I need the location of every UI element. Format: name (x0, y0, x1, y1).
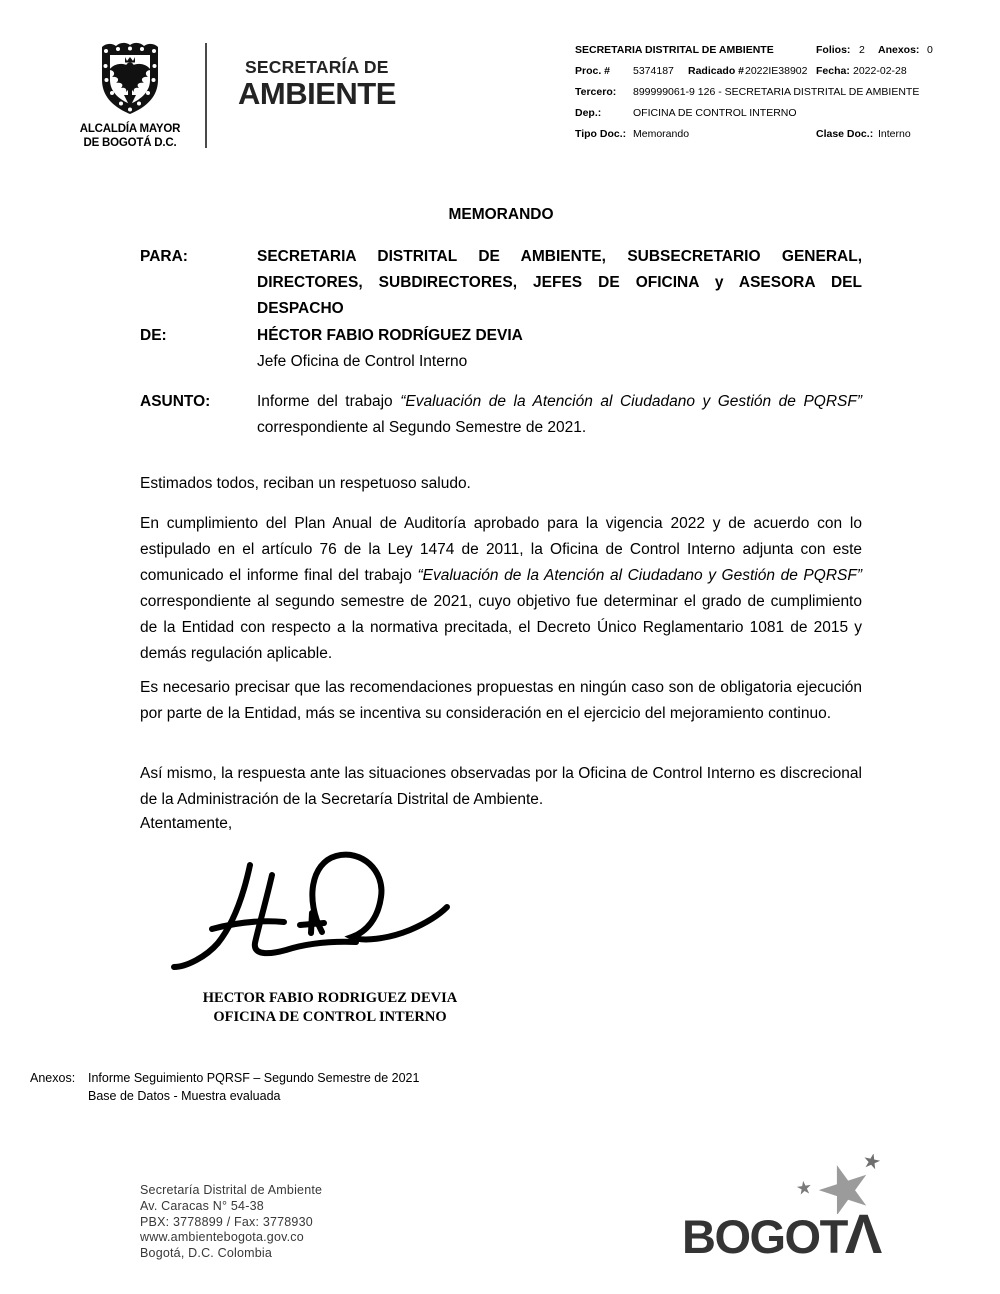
address-line-website: www.ambientebogota.gov.co (140, 1230, 304, 1245)
radicado-label: Radicado # (688, 65, 745, 77)
anexos-section (30, 1070, 419, 1105)
signature-block (150, 989, 510, 1027)
address-line-city: Bogotá, D.C. Colombia (140, 1246, 273, 1261)
bogota-text: BOGOT (682, 1210, 847, 1263)
p2-pre: En cumplimiento del Plan Anual de Auditoría aprobado para la vigencia 2022 y de acuerdo con lo estipulado en el artículo 76 de la Ley 1474 de 2011, la Oficina de Control Interno adjunta con este comunicado el informe final del trabajo (140, 515, 862, 584)
de-content (257, 323, 862, 375)
handwritten-signature (170, 845, 450, 985)
clase-doc-label: Clase Doc.: (816, 128, 874, 140)
alcaldia-label-line2: DE BOGOTÁ D.C. (83, 137, 177, 149)
paragraph-compliance (140, 511, 862, 667)
asunto-post: correspondiente al Segundo Semestre de 2021. (257, 419, 587, 436)
tercero-label: Tercero: (575, 86, 617, 98)
asunto-label: ASUNTO: (140, 393, 211, 410)
bogota-city-logo (676, 1152, 896, 1264)
alcaldia-label-line1: ALCALDÍA MAYOR (79, 123, 181, 135)
fecha-value: 2022-02-28 (853, 65, 907, 77)
para-label: PARA: (140, 248, 188, 265)
de-row (140, 323, 862, 375)
tipo-doc-value: Memorando (633, 128, 690, 140)
anexos-label: Anexos: (30, 1071, 76, 1085)
para-recipients: SECRETARIA DISTRITAL DE AMBIENTE, SUBSECRETARIO GENERAL, DIRECTORES, SUBDIRECTORES, JEFES DE OFICINA y ASESORA DEL DESPACHO (257, 248, 862, 317)
logo-divider (205, 43, 207, 148)
asunto-pre: Informe del trabajo (257, 393, 401, 410)
signer-office: OFICINA DE CONTROL INTERNO (213, 1009, 447, 1025)
anexos-list (88, 1070, 419, 1105)
bogota-wordmark (682, 1202, 883, 1265)
proc-value: 5374187 (633, 65, 674, 77)
radicado-header (575, 38, 985, 142)
secretaria-line2: AMBIENTE (238, 76, 396, 111)
paragraph-recommendations: Es necesario precisar que las recomendaciones propuestas en ningún caso son de obligatoria ejecución por parte de la Entidad, más se incentiva su consideración en el ejercicio del mejoramiento continuo. (140, 679, 862, 722)
asunto-content (257, 389, 862, 441)
p2-quoted-title: “Evaluación de la Atención al Ciudadano y Gestión de PQRSF” (417, 567, 862, 584)
entity-title: SECRETARIA DISTRITAL DE AMBIENTE (575, 44, 774, 56)
alcaldia-logo (66, 40, 194, 150)
proc-label: Proc. # (575, 65, 611, 77)
para-row (140, 244, 862, 322)
signature-stroke-icon (170, 845, 450, 985)
footer-address (140, 1183, 322, 1262)
anexo-item-1: Informe Seguimiento PQRSF – Segundo Semestre de 2021 (88, 1071, 420, 1085)
radicado-value: 2022IE38902 (745, 65, 808, 77)
de-label: DE: (140, 327, 167, 344)
bogota-crest-icon (98, 40, 162, 118)
memo-title: MEMORANDO (448, 206, 554, 223)
tercero-value: 899999061-9 126 - SECRETARIA DISTRITAL DE AMBIENTE (633, 86, 920, 98)
bogota-lambda-glyph: Λ (844, 1202, 883, 1265)
closing-salutation: Atentamente, (140, 815, 233, 832)
signer-name: HECTOR FABIO RODRIGUEZ DEVIA (202, 990, 458, 1006)
fecha-label: Fecha: (816, 65, 850, 77)
sender-role: Jefe Oficina de Control Interno (257, 353, 468, 370)
sender-name: HÉCTOR FABIO RODRÍGUEZ DEVIA (257, 327, 523, 344)
address-line-phone: PBX: 3778899 / Fax: 3778930 (140, 1214, 313, 1229)
paragraph-discretion: Así mismo, la respuesta ante las situaciones observadas por la Oficina de Control Interno es discrecional de la Administración de la Secretaría Distrital de Ambiente. (140, 765, 862, 808)
folios-value: 2 (859, 44, 865, 56)
secretaria-ambiente-logo (238, 57, 396, 110)
folios-label: Folios: (816, 44, 851, 56)
dep-label: Dep.: (575, 107, 602, 119)
address-line-entity: Secretaría Distrital de Ambiente (140, 1183, 323, 1197)
asunto-quoted-title: “Evaluación de la Atención al Ciudadano y Gestión de PQRSF” (400, 393, 863, 410)
anexo-item-2: Base de Datos - Muestra evaluada (88, 1088, 281, 1103)
address-line-street: Av. Caracas N° 54-38 (140, 1198, 264, 1213)
dep-value: OFICINA DE CONTROL INTERNO (633, 107, 797, 119)
tipo-doc-label: Tipo Doc.: (575, 128, 627, 140)
anexos-value: 0 (927, 44, 933, 56)
p2-post: correspondiente al segundo semestre de 2021, cuyo objetivo fue determinar el grado de cumplimiento de la Entidad con respecto a la normativa precitada, el Decreto Único Reglamentario 1081 de 2015 y demás regulación aplicable. (140, 593, 862, 662)
greeting-paragraph: Estimados todos, reciban un respetuoso saludo. (140, 475, 471, 492)
anexos-label: Anexos: (878, 44, 920, 56)
secretaria-line1: SECRETARÍA DE (245, 57, 389, 77)
clase-doc-value: Interno (878, 128, 911, 140)
asunto-row (140, 389, 862, 441)
